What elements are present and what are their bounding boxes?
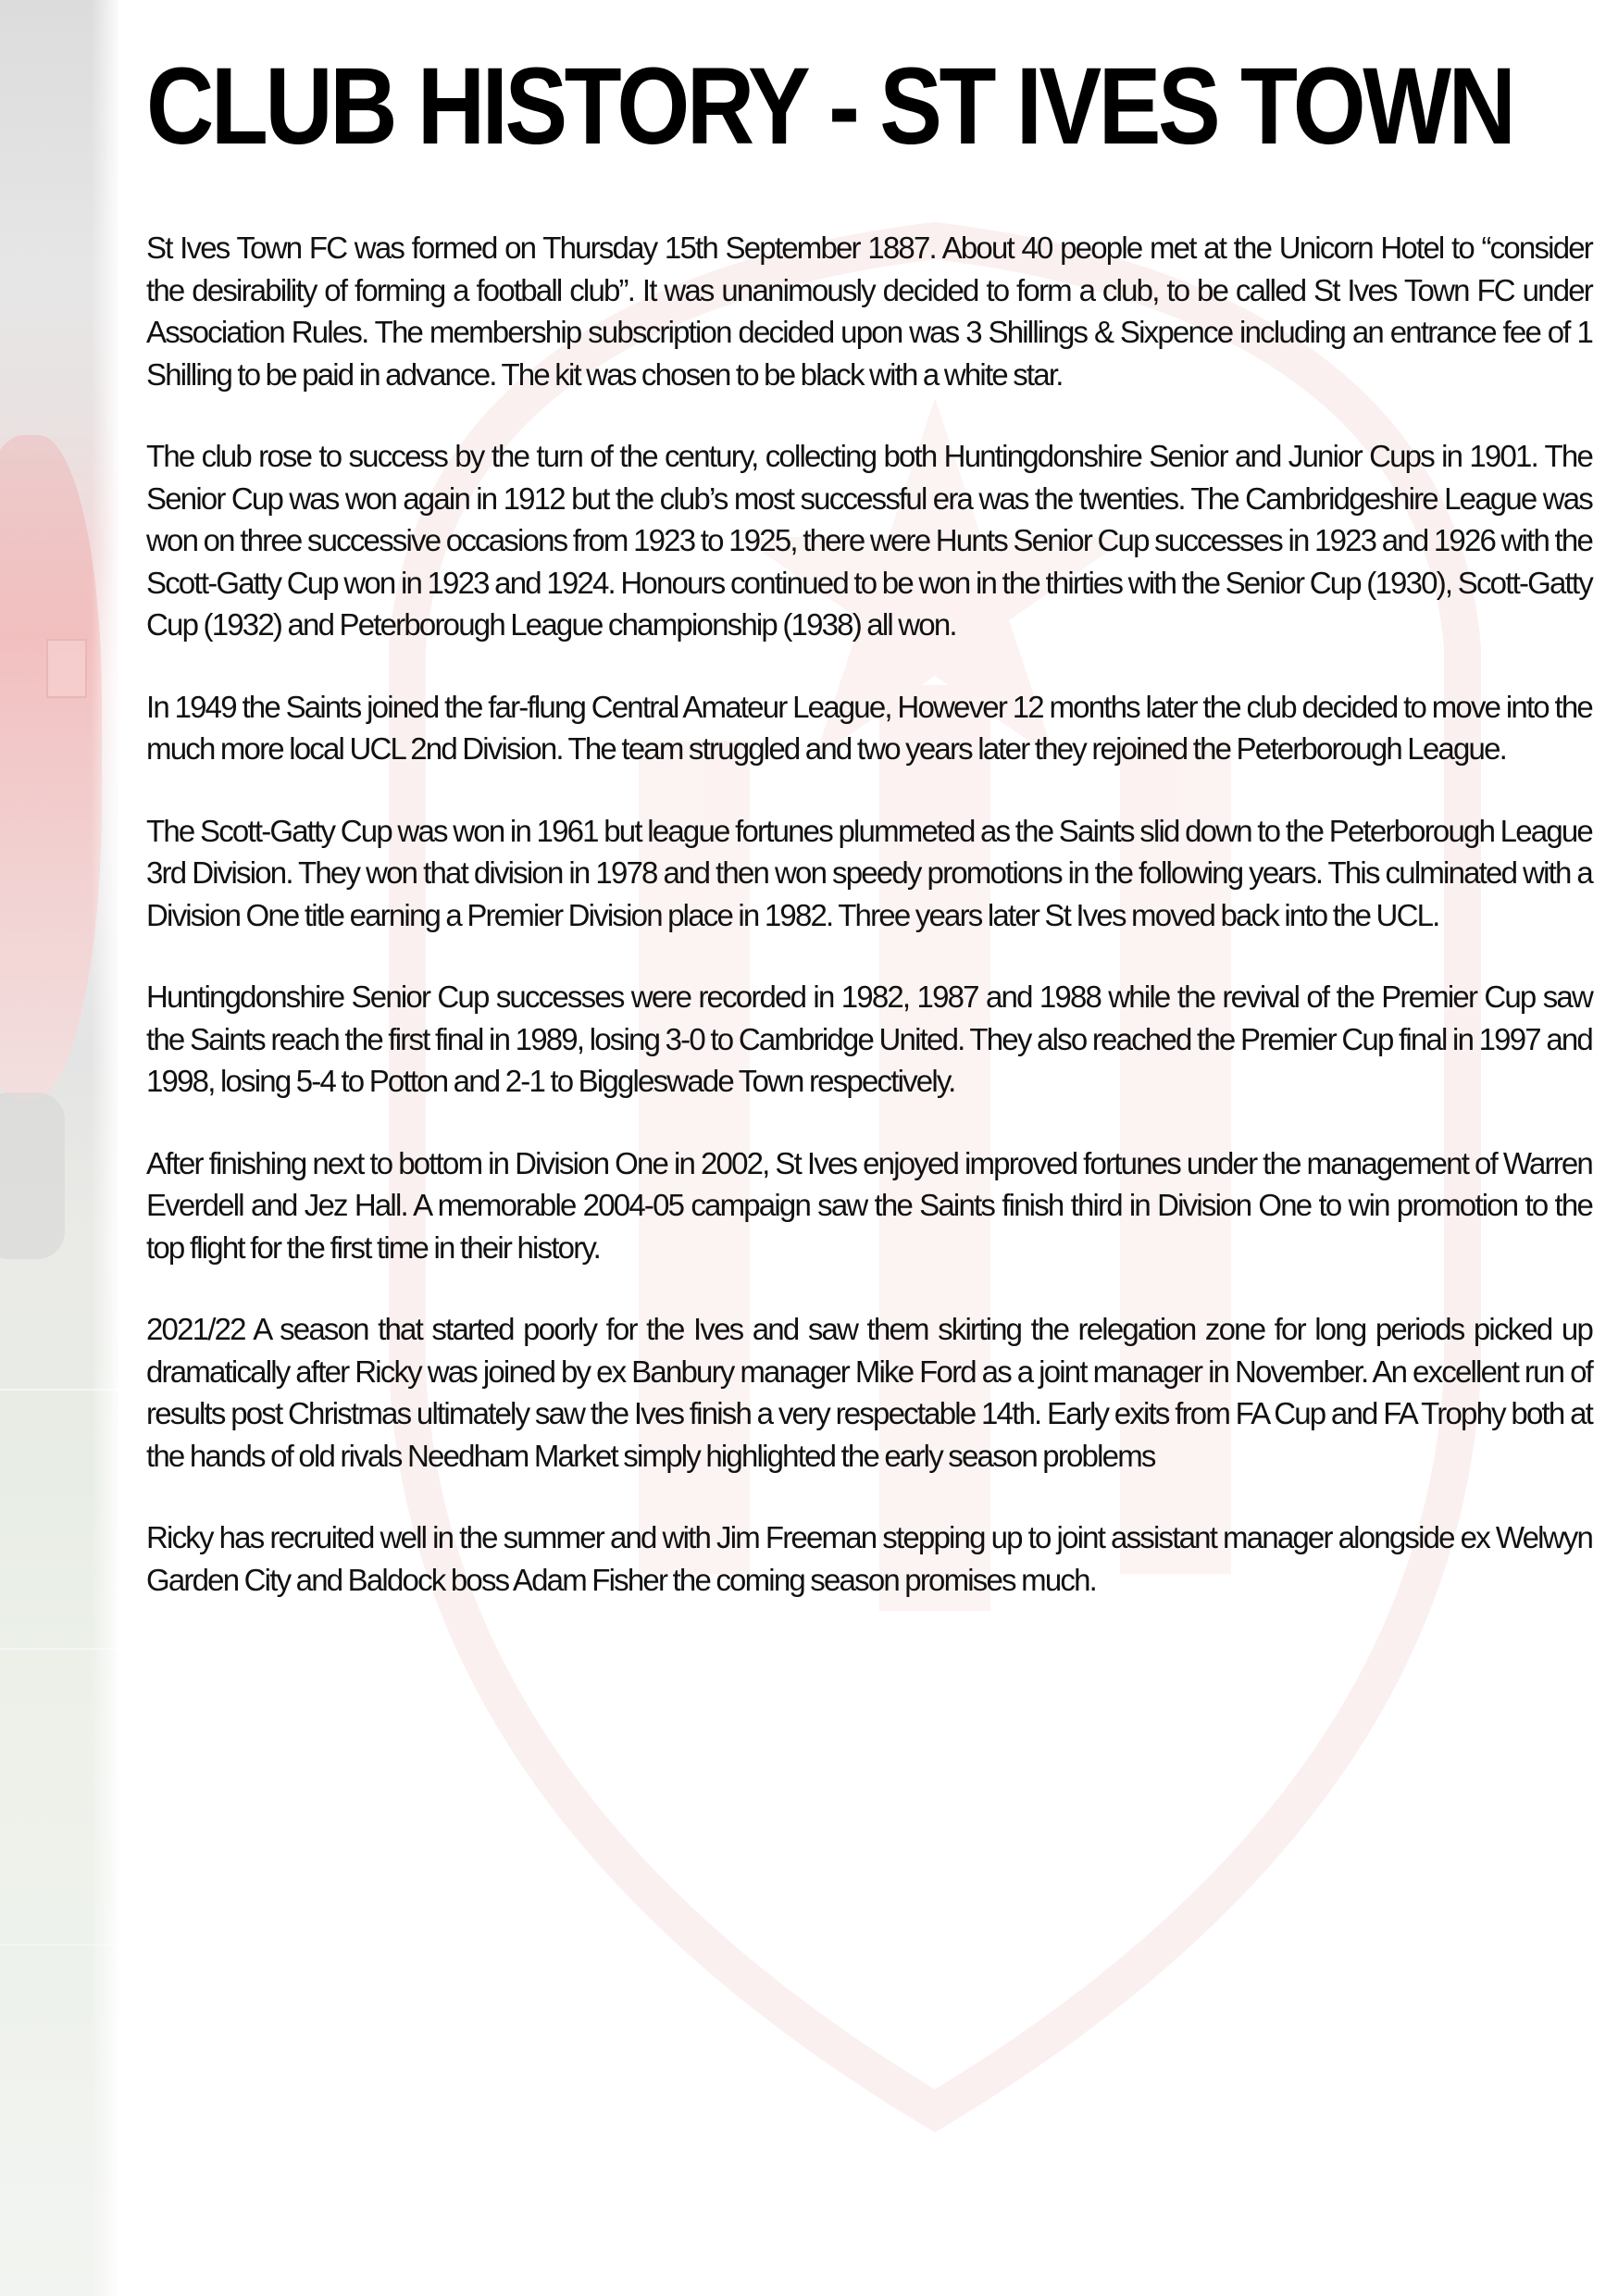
player-shirt-graphic bbox=[0, 435, 102, 1102]
page-title: CLUB HISTORY - ST IVES TOWN bbox=[146, 45, 1513, 168]
paragraph-2021-22: 2021/22 A season that started poorly for the Ives and saw them skirting the relegation zone for long periods picked up dramatically after Ricky was joined by ex Banbury manager Mike Ford as a joint manager in November. An excellent run of results post Christmas ultimately saw the Ives finish a very respectable 14th. Early exits from FA Cup and FA Trophy both at the hands of old rivals Needham Market simply highlighted the early season problems bbox=[146, 1312, 1592, 1473]
paragraph-1961: The Scott-Gatty Cup was won in 1961 but league fortunes plummeted as the Saints slid down to the Peterborough League 3rd Division. They won that division in 1978 and then won speedy promotions in the following years. This culminated with a Division One title earning a Premier Division place in 1982. Three years later St Ives moved back into the UCL. bbox=[146, 813, 1592, 932]
paragraph-early-success: The club rose to success by the turn of the century, collecting both Huntingdonshire Senior and Junior Cups in 1901. The Senior Cup was won again in 1912 but the club’s most successful era was the twenties. The Cambridgeshire League was won on three successive occasions from 1923 to 1925, there were Hunts Senior Cup successes in 1923 and 1926 with the Scott-Gatty Cup won in 1923 and 1924. Honours continued to be won in the thirties with the Senior Cup (1930), Scott-Gatty Cup (1932) and Peterborough League championship (1938) all won. bbox=[146, 439, 1592, 642]
document-content bbox=[146, 37, 1592, 1641]
paragraph-coming-season: Ricky has recruited well in the summer and with Jim Freeman stepping up to joint assistant manager alongside ex Welwyn Garden City and Baldock boss Adam Fisher the coming season promises much. bbox=[146, 1520, 1592, 1597]
paragraph-1949: In 1949 the Saints joined the far-flung Central Amateur League, However 12 months later the club decided to move into the much more local UCL 2nd Division. The team struggled and two years later they rejoined the Peterborough League. bbox=[146, 689, 1592, 766]
shirt-badge-graphic bbox=[46, 639, 87, 698]
paragraph-formation: St Ives Town FC was formed on Thursday 15th September 1887. About 40 people met at the Unicorn Hotel to “consider the desirability of forming a football club”. It was unanimously decided to form a club, to be called St Ives Town FC under Association Rules. The membership subscription decided upon was 3 Shillings & Sixpence including an entrance fee of 1 Shilling to be paid in advance. The kit was chosen to be black with a white star. bbox=[146, 231, 1592, 392]
player-shorts-graphic bbox=[0, 1092, 65, 1259]
background-photo-strip bbox=[0, 0, 118, 2296]
photo-fade bbox=[91, 0, 118, 2296]
paragraph-cup-successes: Huntingdonshire Senior Cup successes were recorded in 1982, 1987 and 1988 while the revival of the Premier Cup saw the Saints reach the first final in 1989, losing 3-0 to Cambridge United. They also reached the Premier Cup final in 1997 and 1998, losing 5-4 to Potton and 2-1 to Biggleswade Town respectively. bbox=[146, 980, 1592, 1098]
history-text bbox=[146, 227, 1592, 1601]
paragraph-2002: After finishing next to bottom in Division One in 2002, St Ives enjoyed improved fortunes under the management of Warren Everdell and Jez Hall. A memorable 2004-05 campaign saw the Saints finish third in Division One to win promotion to the top flight for the first time in their history. bbox=[146, 1145, 1592, 1265]
